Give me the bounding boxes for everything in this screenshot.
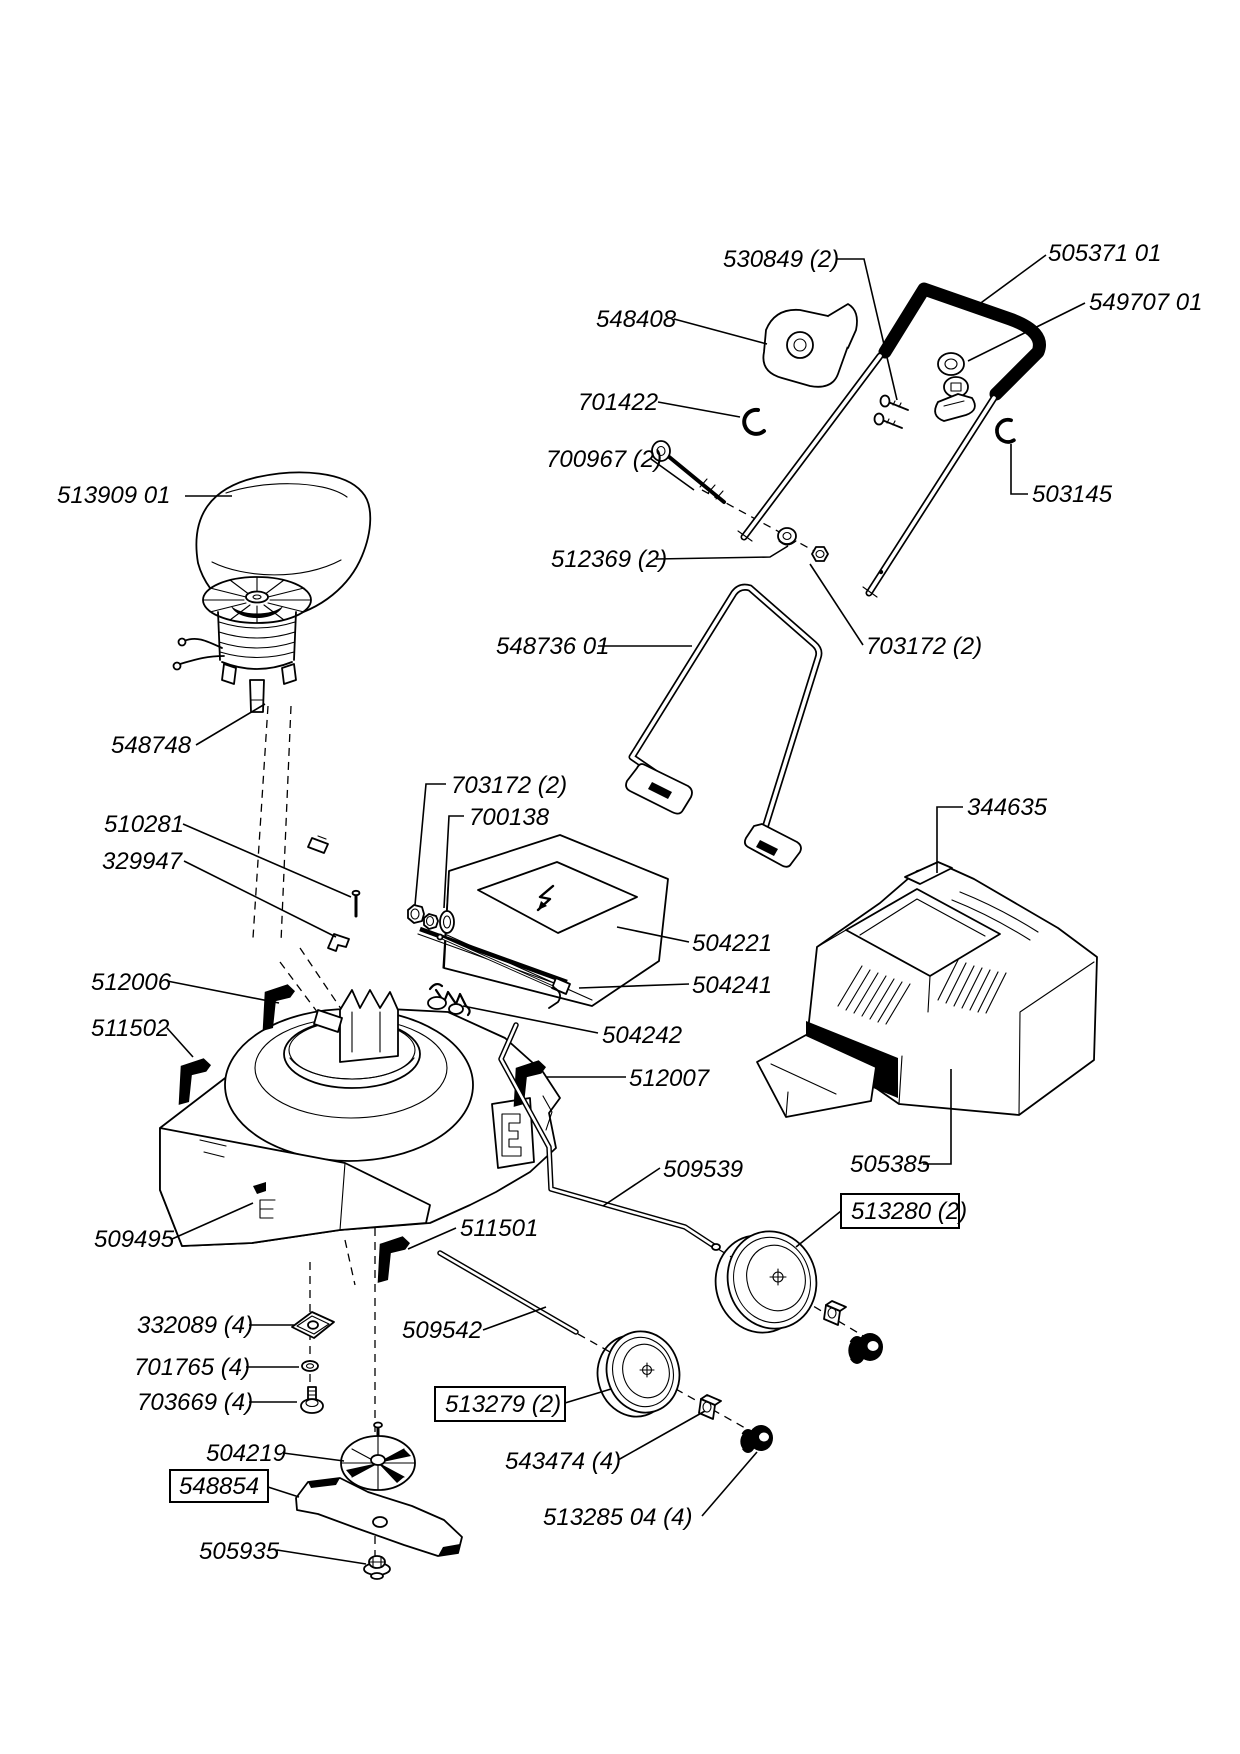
leader-513285-04: [702, 1452, 757, 1516]
part-label-505371-01: 505371 01: [1048, 240, 1162, 267]
cable-clip-511501: [376, 1234, 411, 1286]
hub-cap-front-drawing: [740, 1425, 773, 1453]
lower-handle-drawing: [626, 587, 819, 867]
deck-bolt-drawing: [301, 1387, 323, 1413]
part-label-513909-01: 513909 01: [57, 482, 171, 509]
square-nut-drawing: [292, 1312, 334, 1338]
hub-cap-rear-drawing: [848, 1333, 883, 1364]
part-label-332089: 332089 (4): [137, 1312, 254, 1339]
motor-drawing: [174, 577, 312, 712]
leader-548748: [196, 704, 265, 745]
leader-543474: [618, 1411, 705, 1460]
part-label-510281: 510281: [104, 811, 185, 838]
leader-505935: [277, 1550, 366, 1564]
leader-701422: [658, 402, 740, 417]
part-label-505935: 505935: [199, 1538, 280, 1565]
part-label-530849: 530849 (2): [723, 246, 840, 273]
part-label-512007: 512007: [629, 1065, 710, 1092]
part-label-703172-a: 703172 (2): [866, 633, 983, 660]
part-label-329947: 329947: [102, 848, 183, 875]
part-label-504242: 504242: [602, 1022, 683, 1049]
axle-nut-front-drawing: [699, 1395, 721, 1419]
part-label-549707-01: 549707 01: [1089, 289, 1203, 316]
hinge-pin-drawing: [308, 836, 360, 951]
leader-509539: [603, 1168, 660, 1206]
part-label-513279: 513279 (2): [445, 1391, 562, 1418]
cable-guide-drawing: [763, 304, 857, 387]
handle-screws-drawing: [875, 396, 909, 429]
leader-703172-a: [810, 564, 863, 645]
part-label-700138: 700138: [469, 804, 550, 831]
part-label-503145: 503145: [1032, 481, 1113, 508]
leader-512369: [656, 546, 788, 559]
mower-deck-drawing: [160, 990, 560, 1246]
c-clip-701422-drawing: [744, 410, 764, 434]
part-label-504221: 504221: [692, 930, 773, 957]
part-label-548854: 548854: [179, 1473, 260, 1500]
part-label-512006: 512006: [91, 969, 172, 996]
part-label-548408: 548408: [596, 306, 677, 333]
part-label-504219: 504219: [206, 1440, 287, 1467]
part-label-511501: 511501: [460, 1215, 539, 1242]
wheel-front-drawing: [588, 1323, 689, 1426]
part-label-509495: 509495: [94, 1226, 175, 1253]
axle-nut-rear-drawing: [824, 1301, 846, 1325]
part-label-700967: 700967 (2): [546, 446, 663, 473]
leader-703172-b: [415, 784, 446, 905]
leader-509542: [483, 1307, 546, 1330]
wheel-rear-drawing: [704, 1221, 828, 1343]
c-clip-503145-drawing: [995, 418, 1016, 442]
part-label-509542: 509542: [402, 1317, 483, 1344]
leader-503145: [1011, 444, 1028, 494]
part-label-701422: 701422: [578, 389, 659, 416]
part-label-703669: 703669 (4): [137, 1389, 254, 1416]
part-label-511502: 511502: [91, 1015, 170, 1042]
leader-511502: [167, 1028, 193, 1057]
part-label-701765: 701765 (4): [134, 1354, 251, 1381]
switch-housing-drawing: [935, 353, 975, 421]
washer-drawing: [302, 1361, 318, 1371]
grass-catcher-drawing: [757, 862, 1097, 1117]
part-label-543474: 543474 (4): [505, 1448, 622, 1475]
leader-329947: [184, 861, 336, 937]
blade-fan-drawing: [341, 1423, 415, 1491]
rear-flap-drawing: [418, 835, 668, 1006]
leader-504219: [283, 1453, 344, 1461]
part-label-509539: 509539: [663, 1156, 744, 1183]
leader-548854: [268, 1487, 299, 1497]
part-label-512369: 512369 (2): [551, 546, 668, 573]
part-label-344635: 344635: [967, 794, 1048, 821]
leader-505371-01: [978, 255, 1046, 305]
leader-511501: [408, 1228, 456, 1249]
part-label-504241: 504241: [692, 972, 773, 999]
part-label-513280: 513280 (2): [851, 1198, 968, 1225]
leader-548408: [674, 319, 767, 344]
part-label-505385: 505385: [850, 1151, 931, 1178]
part-label-548736-01: 548736 01: [496, 633, 610, 660]
blade-bolt-drawing: [364, 1556, 390, 1579]
part-label-703172-b: 703172 (2): [451, 772, 568, 799]
part-label-548748: 548748: [111, 732, 192, 759]
leader-512006: [167, 981, 279, 1003]
part-label-513285-04: 513285 04 (4): [543, 1504, 693, 1531]
leader-513280: [796, 1211, 841, 1247]
leader-510281: [183, 824, 351, 897]
